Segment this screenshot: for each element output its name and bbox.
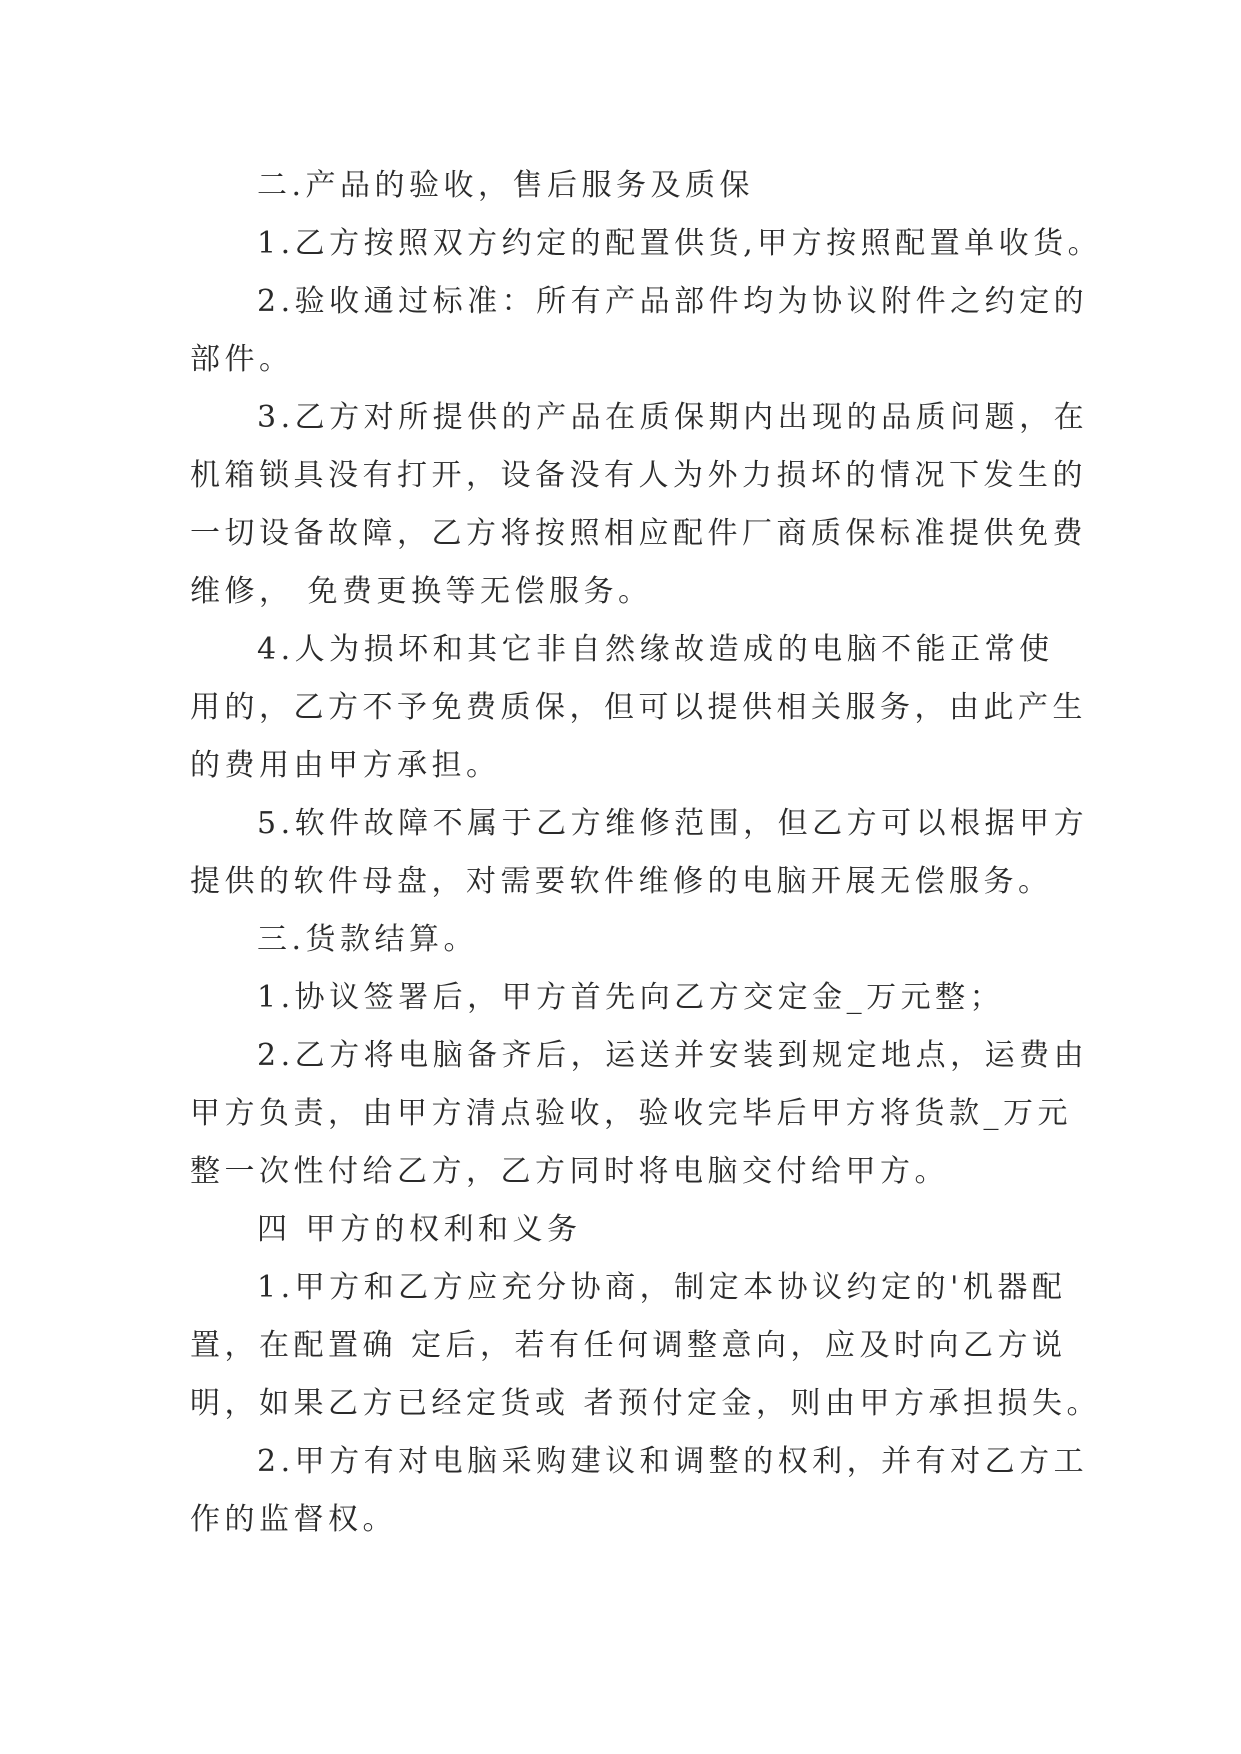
paragraph-line: 作的监督权。	[190, 1502, 397, 1537]
section-heading-party-a-rights: 四 甲方的权利和义务	[257, 1212, 582, 1247]
paragraph-line: 2.验收通过标准：所有产品部件均为协议附件之约定的	[257, 284, 1089, 319]
paragraph-line: 1.协议签署后，甲方首先向乙方交定金_万元整；	[257, 980, 1005, 1015]
paragraph-line: 机箱锁具没有打开，设备没有人为外力损坏的情况下发生的	[190, 458, 1087, 493]
paragraph-line: 明，如果乙方已经定货或 者预付定金，则由甲方承担损失。	[190, 1386, 1102, 1421]
section-heading-acceptance: 二.产品的验收，售后服务及质保	[257, 168, 755, 203]
paragraph-line: 2.乙方将电脑备齐后，运送并安装到规定地点，运费由	[257, 1038, 1089, 1073]
paragraph-line: 1.甲方和乙方应充分协商，制定本协议约定的'机器配	[257, 1270, 1067, 1305]
paragraph-line: 置，在配置确 定后，若有任何调整意向，应及时向乙方说	[190, 1328, 1067, 1363]
paragraph-line: 5.软件故障不属于乙方维修范围，但乙方可以根据甲方	[257, 806, 1089, 841]
section-heading-payment: 三.货款结算。	[257, 922, 479, 957]
paragraph-line: 整一次性付给乙方，乙方同时将电脑交付给甲方。	[190, 1154, 949, 1189]
paragraph-line: 甲方负责，由甲方清点验收，验收完毕后甲方将货款_万元	[190, 1096, 1072, 1131]
paragraph-line: 3.乙方对所提供的产品在质保期内出现的品质问题，在	[257, 400, 1089, 435]
paragraph-line: 部件。	[190, 342, 294, 377]
paragraph-line: 的费用由甲方承担。	[190, 748, 501, 783]
paragraph-line: 2.甲方有对电脑采购建议和调整的权利，并有对乙方工	[257, 1444, 1089, 1479]
paragraph-line: 提供的软件母盘，对需要软件维修的电脑开展无偿服务。	[190, 864, 1053, 899]
paragraph-line: 1.乙方按照双方约定的配置供货,甲方按照配置单收货。	[257, 226, 1103, 261]
paragraph-line: 维修， 免费更换等无偿服务。	[190, 574, 653, 609]
paragraph-line: 一切设备故障，乙方将按照相应配件厂商质保标准提供免费	[190, 516, 1087, 551]
paragraph-line: 4.人为损坏和其它非自然缘故造成的电脑不能正常使	[257, 632, 1054, 667]
paragraph-line: 用的，乙方不予免费质保，但可以提供相关服务，由此产生	[190, 690, 1087, 725]
